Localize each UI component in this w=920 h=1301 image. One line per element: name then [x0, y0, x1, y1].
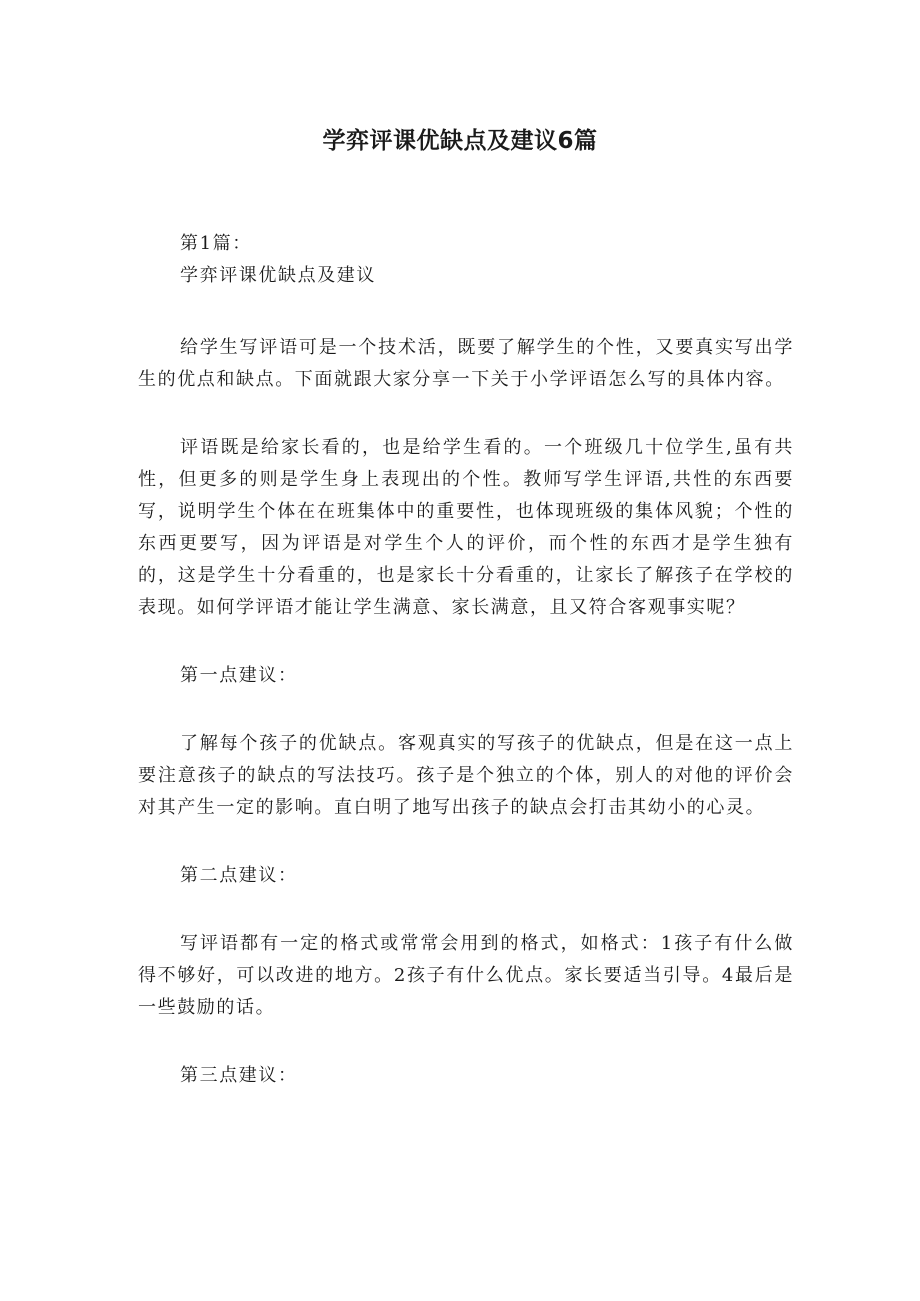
intro-paragraph: 给学生写评语可是一个技术活，既要了解学生的个性，又要真实写出学生的优点和缺点。下面就跟大家分享一下关于小学评语怎么写的具体内容。 [138, 337, 794, 390]
document-body [138, 228, 794, 1092]
point2-heading: 第二点建议： [180, 865, 298, 886]
point3-heading: 第三点建议： [180, 1065, 298, 1086]
section-label: 第1篇： [180, 233, 252, 254]
point1-heading: 第一点建议： [180, 665, 298, 686]
point1-paragraph: 了解每个孩子的优缺点。客观真实的写孩子的优缺点，但是在这一点上要注意孩子的缺点的写法技巧。孩子是个独立的个体，别人的对他的评价会对其产生一定的影响。直白明了地写出孩子的缺点会打击其幼小的心灵。 [138, 733, 794, 818]
section-subtitle: 学弈评课优缺点及建议 [180, 265, 376, 286]
document-title: 学弈评课优缺点及建议6篇 [322, 128, 598, 154]
point2-paragraph: 写评语都有一定的格式或常常会用到的格式，如格式：1孩子有什么做得不够好，可以改进的地方。2孩子有什么优点。家长要适当引导。4最后是一些鼓励的话。 [138, 933, 794, 1018]
body-paragraph: 评语既是给家长看的，也是给学生看的。一个班级几十位学生,虽有共性，但更多的则是学生身上表现出的个性。教师写学生评语,共性的东西要写，说明学生个体在在班集体中的重要性，也体现班级的集体风貌；个性的东西更要写，因为评语是对学生个人的评价，而个性的东西才是学生独有的，这是学生十分看重的，也是家长十分看重的，让家长了解孩子在学校的表现。如何学评语才能让学生满意、家长满意，且又符合客观事实呢？ [138, 437, 794, 618]
